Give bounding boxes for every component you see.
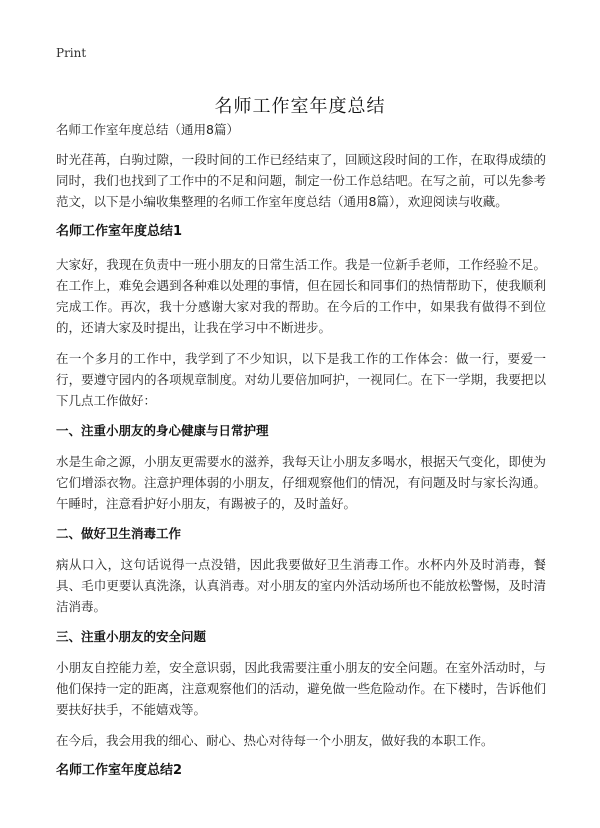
document-body [56,120,546,793]
point-heading-2: 二、做好卫生消毒工作 [56,526,182,541]
point-heading-1: 一、注重小朋友的身心健康与日常护理 [56,423,269,438]
document-title: 名师工作室年度总结 [214,96,386,118]
section1-paragraph-1: 大家好，我现在负责中一班小朋友的日常生活工作。我是一位新手老师，工作经验不足。在工作上，难免会遇到各种难以处理的事情，但在园长和同事们的热情帮助下，使我顺利完成工作。再次，我十分感谢大家对我的帮助。在今后的工作中，如果我有做得不到位的，还请大家及时提出，让我在学习中不断进步。 [56,257,546,335]
print-label[interactable]: Print [56,46,87,60]
point-heading-3: 三、注重小朋友的安全问题 [56,629,207,644]
point-text-1: 水是生命之源，小朋友更需要水的滋养，我每天让小朋友多喝水，根据天气变化，即使为它们增添衣物。注意护理体弱的小朋友，仔细观察他们的情况，有问题及时与家长沟通。午睡时，注意看护好小朋友，有踢被子的，及时盖好。 [56,454,546,511]
section-heading-2: 名师工作室年度总结2 [56,763,183,778]
point-text-2: 病从口入，这句话说得一点没错，因此我要做好卫生消毒工作。水杯内外及时消毒，餐具、毛巾更要认真洗涤，认真消毒。对小朋友的室内外活动场所也不能放松警惕，及时清洁消毒。 [56,557,546,614]
document-subtitle: 名师工作室年度总结（通用8篇） [56,122,239,137]
closing-paragraph: 在今后，我会用我的细心、耐心、热心对待每一个小朋友，做好我的本职工作。 [56,733,494,748]
point-text-3: 小朋友自控能力差，安全意识弱，因此我需要注重小朋友的安全问题。在室外活动时，与他们保持一定的距离，注意观察他们的活动，避免做一些危险动作。在下楼时，告诉他们要扶好扶手，不能嬉戏等。 [56,660,546,717]
section-heading-1: 名师工作室年度总结1 [56,224,183,239]
section1-paragraph-2: 在一个多月的工作中，我学到了不少知识，以下是我工作的工作体会：做一行，要爱一行，要遵守园内的各项规章制度。对幼儿要倍加呵护，一视同仁。在下一学期，我要把以下几点工作做好： [56,351,546,408]
intro-paragraph: 时光荏苒，白驹过隙，一段时间的工作已经结束了，回顾这段时间的工作，在取得成绩的同时，我们也找到了工作中的不足和问题，制定一份工作总结吧。在写之前，可以先参考范文，以下是小编收集整理的名师工作室年度总结（通用8篇），欢迎阅读与收藏。 [56,152,546,209]
